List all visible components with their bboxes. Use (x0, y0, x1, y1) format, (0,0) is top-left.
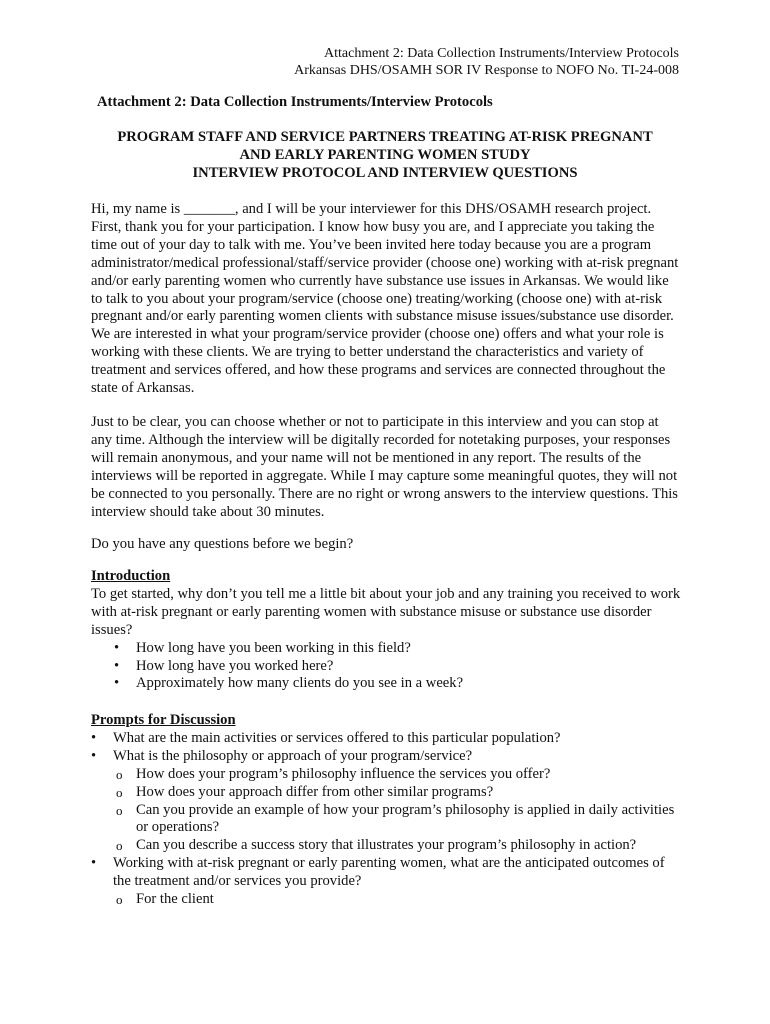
introduction-section (91, 568, 683, 693)
sub-list-item: o How does your program’s philosophy influence the services you offer? (91, 766, 683, 784)
list-item (91, 855, 683, 909)
sub-list-item: o Can you provide an example of how your program’s philosophy is applied in daily activities or operations? (91, 802, 683, 838)
prompt-text: What are the main activities or services offered to this particular population? (113, 729, 561, 746)
introduction-heading: Introduction (91, 568, 171, 584)
prompts-list (91, 730, 683, 909)
sub-prompt-list (91, 766, 683, 856)
sub-list-item: o Can you describe a success story that illustrates your program’s philosophy in action? (91, 837, 683, 855)
main-title (90, 128, 680, 182)
list-item: • Approximately how many clients do you see in a week? (91, 675, 683, 693)
sub-prompt-list (91, 891, 683, 909)
prompt-text: Working with at-risk pregnant or early parenting women, what are the anticipated outcomes of the treatment and/or services you provide? (113, 855, 665, 890)
header-line-2: Arkansas DHS/OSAMH SOR IV Response to NOFO No. TI-24-008 (294, 63, 679, 78)
paragraph-text: Do you have any questions before we begin? (91, 536, 354, 552)
introduction-text: To get started, why don’t you tell me a little bit about your job and any training you received to work with at-risk pregnant or early parenting women with substance misuse or substance use disorder issues? (91, 585, 681, 638)
prompt-text: What is the philosophy or approach of your program/service? (113, 747, 473, 764)
questions-paragraph (91, 536, 683, 554)
introduction-bullet-list (91, 640, 683, 694)
header-line-1: Attachment 2: Data Collection Instruments/Interview Protocols (324, 46, 679, 61)
main-title-line-3: INTERVIEW PROTOCOL AND INTERVIEW QUESTIONS (192, 165, 578, 181)
list-item (91, 730, 683, 748)
attachment-title: Attachment 2: Data Collection Instruments/Interview Protocols (97, 94, 493, 110)
paragraph-text: Just to be clear, you can choose whether or not to participate in this interview and you can stop at any time. Although the interview will be digitally recorded for notetaking purposes, your responses will remain anonymous, and your name will not be mentioned in any report. The results of the interviews will be reported in aggregate. While I may capture some meaningful quotes, they will not be connected to you personally. There are no right or wrong answers to the interview questions. This interview should take about 30 minutes. (91, 414, 678, 520)
list-item: • How long have you worked here? (91, 658, 683, 676)
intro-paragraph (91, 201, 683, 398)
sub-list-item: o How does your approach differ from other similar programs? (91, 784, 683, 802)
consent-paragraph (91, 414, 683, 521)
prompts-heading: Prompts for Discussion (91, 712, 236, 728)
list-item: • How long have you been working in this field? (91, 640, 683, 658)
page-header (294, 45, 679, 79)
main-title-line-1: PROGRAM STAFF AND SERVICE PARTNERS TREATING AT-RISK PREGNANT (117, 129, 653, 145)
paragraph-text: Hi, my name is _______, and I will be your interviewer for this DHS/OSAMH research project. First, thank you for your participation. I know how busy you are, and I appreciate you taking the time out of your day to talk with me. You’ve been invited here today because you are a program administrator/medical professional/staff/service provider (choose one) working with at-risk pregnant and/or early parenting women who currently have substance use issues in Arkansas. We would like to talk to you about your program/service (choose one) treating/working (choose one) with at-risk pregnant and/or early parenting women clients with substance misuse issues/substance use disorder. We are interested in what your program/service provider (choose one) offers and what your role is working with these clients. We are trying to better understand the characteristics and variety of treatment and services offered, and how these programs and services are connected throughout the state of Arkansas. (91, 201, 679, 397)
prompts-section (91, 712, 683, 909)
sub-list-item: o For the client (91, 891, 683, 909)
list-item (91, 748, 683, 855)
main-title-line-2: AND EARLY PARENTING WOMEN STUDY (239, 147, 531, 163)
